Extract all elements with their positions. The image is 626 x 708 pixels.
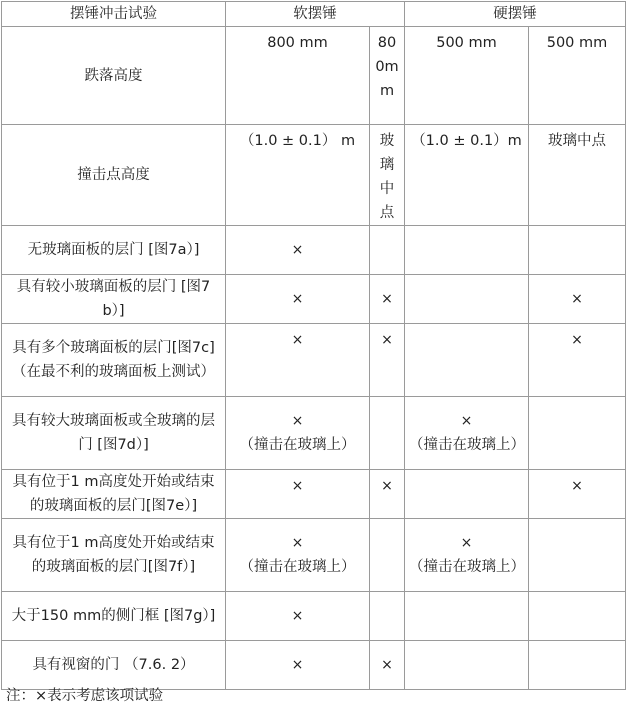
- mark-hard-a-note: （撞击在玻璃上）: [409, 559, 525, 575]
- mark-soft-a-note: （撞击在玻璃上）: [239, 559, 356, 575]
- mark-hard-b: ×: [529, 275, 626, 324]
- mark-hard-b: ×: [529, 470, 626, 519]
- table-row: [2, 519, 626, 592]
- drop-height-hard-a: 500 mm: [405, 27, 529, 125]
- row-label: 具有较大玻璃面板或全玻璃的层门 [图7d）]: [2, 397, 226, 470]
- mark-hard-a-cell: [405, 519, 529, 592]
- mark-soft-a-cell: [226, 519, 370, 592]
- mark-soft-b: [370, 226, 405, 275]
- mark-soft-a: ×: [226, 226, 370, 275]
- row-label: 具有多个玻璃面板的层门[图7c]（在最不利的玻璃面板上测试）: [2, 324, 226, 397]
- table-row: [2, 592, 626, 641]
- mark-hard-a: [405, 275, 529, 324]
- mark-soft-a: ×: [226, 470, 370, 519]
- header-soft-pendulum: 软摆锤: [226, 2, 405, 27]
- mark-hard-b: [529, 226, 626, 275]
- impact-height-soft-a: （1.0 ± 0.1） m: [226, 125, 370, 226]
- mark-hard-a-note: （撞击在玻璃上）: [409, 437, 525, 453]
- mark-hard-a: [405, 226, 529, 275]
- drop-height-soft-a: 800 mm: [226, 27, 370, 125]
- mark-soft-a-note: （撞击在玻璃上）: [239, 437, 356, 453]
- table-row: [2, 226, 626, 275]
- drop-height-hard-b: 500 mm: [529, 27, 626, 125]
- mark-hard-a-cell: [405, 397, 529, 470]
- row-label: 具有位于1 m高度处开始或结束的玻璃面板的层门[图7e）]: [2, 470, 226, 519]
- mark-soft-a: ×: [291, 535, 304, 551]
- mark-soft-a: ×: [291, 413, 304, 429]
- mark-soft-b: [370, 592, 405, 641]
- impact-height-soft-b: 玻璃中点: [370, 125, 405, 226]
- header-test-type: 摆锤冲击试验: [2, 2, 226, 27]
- mark-soft-b: ×: [370, 324, 405, 397]
- mark-hard-a: [405, 641, 529, 690]
- mark-hard-b: ×: [529, 324, 626, 397]
- drop-height-row: [2, 27, 626, 125]
- mark-soft-a: ×: [226, 275, 370, 324]
- drop-height-label: 跌落高度: [2, 27, 226, 125]
- mark-hard-a: ×: [460, 413, 473, 429]
- table-header-row: [2, 2, 626, 27]
- mark-soft-b: ×: [370, 470, 405, 519]
- mark-hard-b: [529, 592, 626, 641]
- pendulum-impact-test-table: [1, 1, 626, 690]
- mark-soft-b: ×: [370, 275, 405, 324]
- mark-soft-b: [370, 397, 405, 470]
- mark-hard-b: [529, 641, 626, 690]
- mark-hard-a: [405, 592, 529, 641]
- mark-hard-a: ×: [460, 535, 473, 551]
- mark-hard-b: [529, 397, 626, 470]
- mark-hard-a: [405, 470, 529, 519]
- row-label: 具有较小玻璃面板的层门 [图7b）]: [2, 275, 226, 324]
- mark-soft-a: ×: [226, 324, 370, 397]
- table-row: [2, 641, 626, 690]
- row-label: 具有位于1 m高度处开始或结束的玻璃面板的层门[图7f）]: [2, 519, 226, 592]
- row-label: 大于150 mm的侧门框 [图7g）]: [2, 592, 226, 641]
- table-row: [2, 324, 626, 397]
- row-label: 具有视窗的门 （7.6. 2）: [2, 641, 226, 690]
- impact-height-row: [2, 125, 626, 226]
- header-hard-pendulum: 硬摆锤: [405, 2, 626, 27]
- drop-height-soft-b: 800mm: [370, 27, 405, 125]
- impact-height-hard-a: （1.0 ± 0.1）m: [405, 125, 529, 226]
- mark-soft-a-cell: [226, 397, 370, 470]
- mark-soft-a: ×: [226, 592, 370, 641]
- table-row: [2, 397, 626, 470]
- table-row: [2, 470, 626, 519]
- table-row: [2, 275, 626, 324]
- table-footnote: 注：×表示考虑该项试验: [6, 688, 164, 704]
- mark-hard-a: [405, 324, 529, 397]
- row-label: 无玻璃面板的层门 [图7a）]: [2, 226, 226, 275]
- impact-height-hard-b: 玻璃中点: [529, 125, 626, 226]
- impact-height-label: 撞击点高度: [2, 125, 226, 226]
- mark-hard-b: [529, 519, 626, 592]
- mark-soft-b: [370, 519, 405, 592]
- mark-soft-a: ×: [226, 641, 370, 690]
- mark-soft-b: ×: [370, 641, 405, 690]
